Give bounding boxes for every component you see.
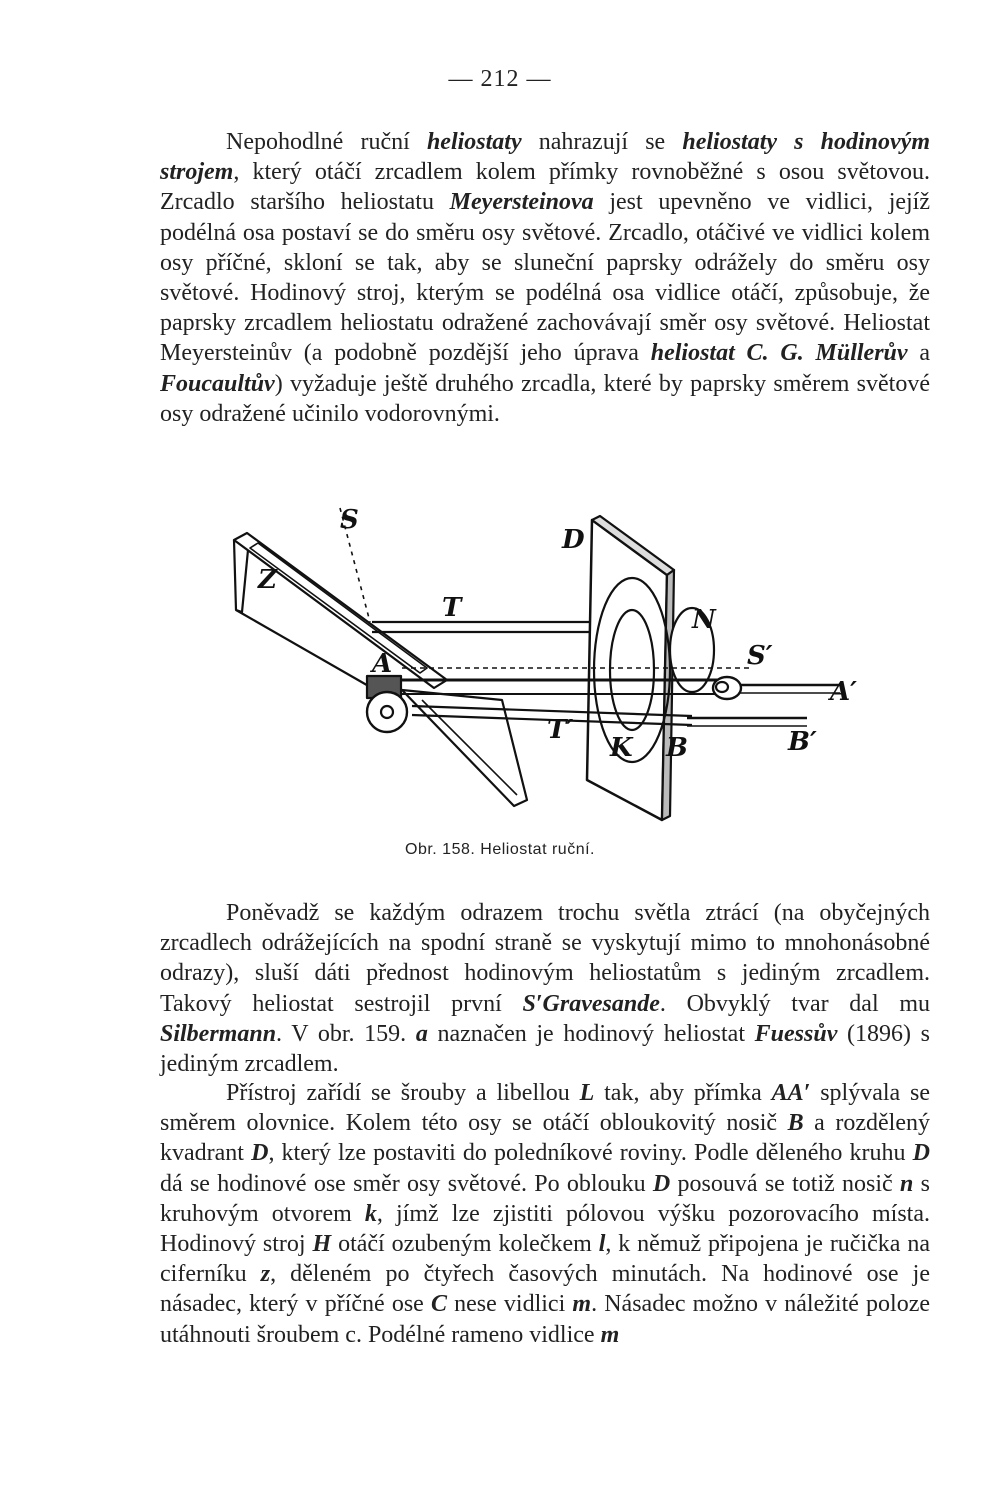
emphasized-term: B	[787, 1110, 804, 1137]
label-n: N	[692, 605, 716, 635]
text-run: s kruhovým otvorem	[160, 1170, 931, 1227]
text-run: Nepohodlné ruční	[226, 129, 427, 155]
emphasized-term: Meyersteinova	[449, 189, 594, 216]
text-run: ) vyžaduje ještě druhého zrcadla, které by paprsky směrem světové osy odražené učinilo vodorovnými.	[160, 370, 930, 427]
heliostat-illustration	[222, 500, 872, 840]
emphasized-term: D	[251, 1140, 269, 1167]
figure-caption: Obr. 158. Heliostat ruční.	[405, 841, 595, 858]
emphasized-term: AA′	[771, 1080, 811, 1106]
emphasized-term: C	[430, 1291, 447, 1318]
text-run: naznačen je hodinový heliostat	[427, 1020, 755, 1047]
emphasized-term: D	[652, 1170, 671, 1197]
mirror-frame-edge	[234, 540, 248, 612]
page-number: — 212 —	[448, 66, 552, 92]
emphasized-term: m	[600, 1321, 620, 1348]
label-b: B	[666, 733, 688, 763]
emphasized-term: Fuessův	[754, 1020, 838, 1047]
text-run: dá se hodinové ose směr osy světové. Po oblouku	[160, 1170, 653, 1197]
text-run: . V obr. 159.	[276, 1020, 416, 1047]
emphasized-term: heliostat C. G. Müllerův	[650, 340, 908, 367]
text-run: jest upevněno ve vidlici, jejíž podélná osa postaví se do směru osy světové. Zrcadlo, otáčivé ve vidlici kolem osy příčné, skloní se tak, aby se sluneční paprsky odrážely do směru osy světové. Hodinový stroj, kterým se podélná osa vidlice otáčí, způsobuje, že paprsky zrcadlem heliostatu odražené zachovávají směr osy světové. Heliostat Meyersteinův (a podobně pozdější jeho úprava	[160, 189, 930, 367]
text-run: nese vidlici	[446, 1291, 573, 1318]
emphasized-term: Foucaultův	[160, 370, 275, 397]
text-run: , děleném po čtyřech časových minutách. Na hodinové ose je násadec, který v příčné ose	[160, 1261, 930, 1318]
emphasized-term: heliostaty	[426, 129, 522, 155]
emphasized-term: heliostaty s hodinovým strojem	[160, 129, 931, 186]
label-t-prime: T′	[547, 715, 574, 745]
paragraph-instrument-setup	[160, 1078, 930, 1350]
emphasized-term: S′Gravesande	[522, 990, 660, 1017]
text-run: . Násadec možno v náležité poloze utáhnouti šroubem c. Podélné rameno vidlice	[160, 1291, 931, 1348]
text-run: nahrazují se	[521, 129, 683, 155]
text-run: splývala se směrem olovnice. Kolem této osy se otáčí obloukovitý nosič	[160, 1080, 931, 1137]
emphasized-term: Silbermann	[160, 1020, 277, 1047]
paragraph-single-mirror-heliostat	[160, 898, 930, 1079]
label-s-prime: S′	[747, 641, 773, 671]
text-run: a rozdělený kvadrant	[160, 1110, 930, 1167]
label-t: T	[442, 593, 462, 623]
text-run: , který lze postaviti do poledníkové roviny. Podle děleného kruhu	[268, 1140, 913, 1167]
label-a-prime: A′	[830, 677, 858, 707]
text-run: . Obvyklý tvar dal mu	[659, 990, 930, 1017]
text-run: Poněvadž se každým odrazem trochu světla ztrácí (na obyčejných zrcadlech odrážejících na spodní straně se vyskytují mimo to mnohonásobné odrazy), sluší dáti přednost hodinovým heliostatům s jediným zrcadlem. Takový heliostat sestrojil první	[160, 900, 930, 1017]
text-run: (1896) s jediným zrcadlem.	[160, 1020, 930, 1078]
text-run: posouvá se totiž nosič	[670, 1170, 901, 1197]
text-run: otáčí ozubeným kolečkem	[331, 1231, 599, 1258]
label-s: S	[340, 505, 359, 535]
text-run: tak, aby přímka	[594, 1080, 772, 1106]
emphasized-term: a	[415, 1020, 428, 1047]
label-d: D	[562, 525, 585, 555]
emphasized-term: H	[312, 1231, 332, 1258]
emphasized-term: D	[912, 1140, 930, 1167]
emphasized-term: l	[598, 1231, 606, 1258]
text-run: Přístroj zařídí se šrouby a libellou	[226, 1080, 580, 1106]
label-z: Z	[258, 565, 277, 595]
text-run: a	[907, 340, 931, 367]
wheel-hub	[381, 706, 393, 718]
emphasized-term: n	[900, 1170, 914, 1197]
label-a: A	[372, 649, 393, 679]
label-k: K	[610, 733, 633, 763]
text-run: , jímž lze zjistiti pólovou výšku pozorovacího místa. Hodinový stroj	[160, 1200, 931, 1258]
figure-heliostat	[222, 500, 872, 840]
label-b-prime: B′	[788, 727, 817, 757]
paragraph-heliostats-clockwork	[160, 127, 930, 429]
mirror-frame	[234, 533, 447, 688]
emphasized-term: L	[579, 1080, 595, 1106]
emphasized-term: z	[260, 1261, 271, 1288]
text-run: , který otáčí zrcadlem kolem přímky rovnoběžné s osou světovou. Zrcadlo staršího heliostatu	[160, 159, 930, 216]
text-run: , k němuž připojena je ručička na ciferníku	[160, 1231, 930, 1288]
emphasized-term: m	[572, 1291, 592, 1318]
emphasized-term: k	[364, 1200, 377, 1227]
